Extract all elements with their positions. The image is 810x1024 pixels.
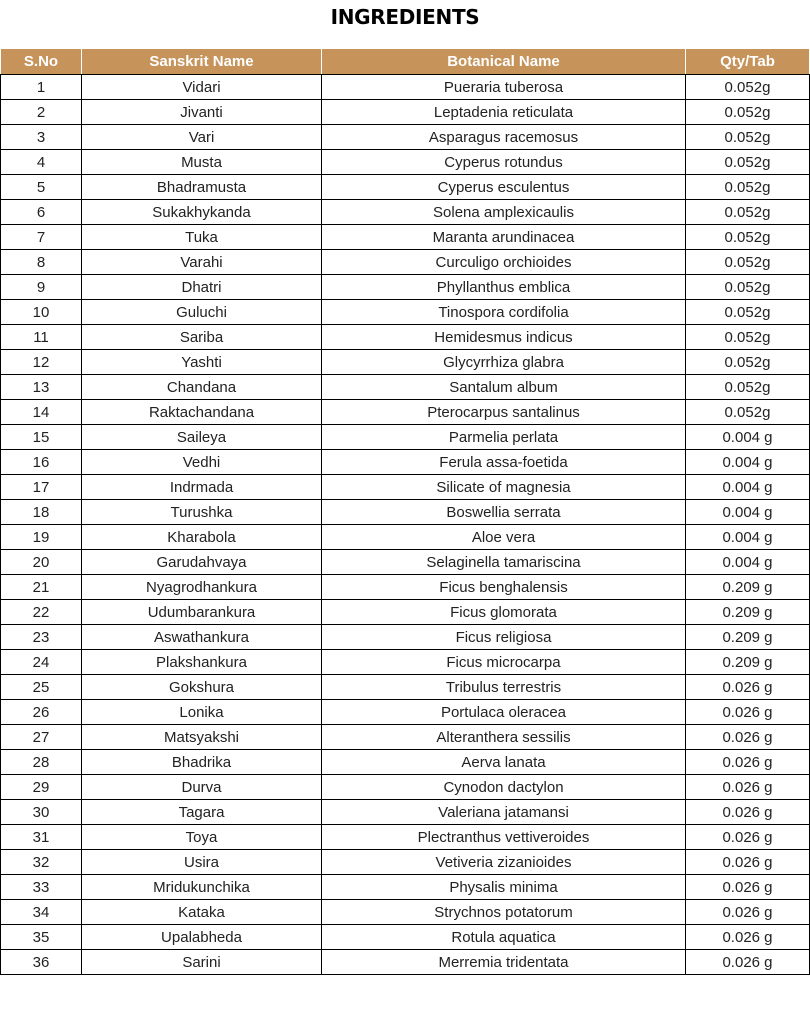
cell-botanical-name: Ferula assa-foetida [322, 450, 686, 475]
cell-sno: 7 [1, 225, 82, 250]
cell-sanskrit-name: Mridukunchika [82, 875, 322, 900]
table-row [1, 875, 810, 900]
cell-botanical-name: Maranta arundinacea [322, 225, 686, 250]
cell-sno: 23 [1, 625, 82, 650]
cell-sanskrit-name: Usira [82, 850, 322, 875]
cell-sanskrit-name: Jivanti [82, 100, 322, 125]
cell-sanskrit-name: Lonika [82, 700, 322, 725]
cell-qty-tab: 0.026 g [686, 700, 810, 725]
cell-sno: 33 [1, 875, 82, 900]
cell-botanical-name: Alteranthera sessilis [322, 725, 686, 750]
cell-sno: 25 [1, 675, 82, 700]
cell-sanskrit-name: Sukakhykanda [82, 200, 322, 225]
cell-sno: 36 [1, 950, 82, 975]
cell-sanskrit-name: Bhadramusta [82, 175, 322, 200]
cell-sanskrit-name: Tuka [82, 225, 322, 250]
cell-qty-tab: 0.209 g [686, 575, 810, 600]
cell-qty-tab: 0.004 g [686, 550, 810, 575]
cell-botanical-name: Ficus microcarpa [322, 650, 686, 675]
cell-sno: 26 [1, 700, 82, 725]
cell-qty-tab: 0.026 g [686, 925, 810, 950]
cell-botanical-name: Cyperus rotundus [322, 150, 686, 175]
table-row [1, 625, 810, 650]
cell-qty-tab: 0.004 g [686, 525, 810, 550]
cell-sanskrit-name: Nyagrodhankura [82, 575, 322, 600]
cell-sanskrit-name: Yashti [82, 350, 322, 375]
cell-sno: 8 [1, 250, 82, 275]
table-row [1, 750, 810, 775]
cell-botanical-name: Boswellia serrata [322, 500, 686, 525]
table-row [1, 300, 810, 325]
table-row [1, 425, 810, 450]
table-row [1, 650, 810, 675]
cell-sanskrit-name: Raktachandana [82, 400, 322, 425]
table-row [1, 375, 810, 400]
cell-qty-tab: 0.052g [686, 375, 810, 400]
cell-sanskrit-name: Chandana [82, 375, 322, 400]
cell-sno: 24 [1, 650, 82, 675]
table-row [1, 400, 810, 425]
cell-sno: 32 [1, 850, 82, 875]
table-row [1, 200, 810, 225]
table-row [1, 675, 810, 700]
cell-sno: 2 [1, 100, 82, 125]
table-row [1, 150, 810, 175]
cell-sanskrit-name: Guluchi [82, 300, 322, 325]
cell-botanical-name: Hemidesmus indicus [322, 325, 686, 350]
table-row [1, 725, 810, 750]
cell-sno: 35 [1, 925, 82, 950]
cell-sno: 20 [1, 550, 82, 575]
cell-botanical-name: Physalis minima [322, 875, 686, 900]
table-row [1, 925, 810, 950]
cell-sno: 5 [1, 175, 82, 200]
cell-botanical-name: Pterocarpus santalinus [322, 400, 686, 425]
cell-sanskrit-name: Turushka [82, 500, 322, 525]
cell-botanical-name: Silicate of magnesia [322, 475, 686, 500]
cell-qty-tab: 0.026 g [686, 725, 810, 750]
cell-botanical-name: Aloe vera [322, 525, 686, 550]
cell-sanskrit-name: Vari [82, 125, 322, 150]
cell-sanskrit-name: Durva [82, 775, 322, 800]
cell-qty-tab: 0.052g [686, 350, 810, 375]
cell-botanical-name: Leptadenia reticulata [322, 100, 686, 125]
cell-qty-tab: 0.026 g [686, 950, 810, 975]
cell-qty-tab: 0.026 g [686, 675, 810, 700]
cell-qty-tab: 0.026 g [686, 775, 810, 800]
cell-qty-tab: 0.026 g [686, 825, 810, 850]
cell-sno: 4 [1, 150, 82, 175]
header-sno: S.No [1, 49, 82, 75]
table-row [1, 575, 810, 600]
cell-sno: 34 [1, 900, 82, 925]
table-row [1, 525, 810, 550]
table-row [1, 450, 810, 475]
cell-botanical-name: Solena amplexicaulis [322, 200, 686, 225]
cell-sanskrit-name: Vidari [82, 75, 322, 100]
cell-sanskrit-name: Aswathankura [82, 625, 322, 650]
table-row [1, 475, 810, 500]
cell-sno: 29 [1, 775, 82, 800]
cell-qty-tab: 0.026 g [686, 750, 810, 775]
cell-botanical-name: Aerva lanata [322, 750, 686, 775]
cell-qty-tab: 0.026 g [686, 800, 810, 825]
cell-sno: 22 [1, 600, 82, 625]
cell-sno: 18 [1, 500, 82, 525]
cell-sanskrit-name: Kharabola [82, 525, 322, 550]
cell-sno: 21 [1, 575, 82, 600]
cell-qty-tab: 0.052g [686, 400, 810, 425]
cell-sanskrit-name: Varahi [82, 250, 322, 275]
cell-botanical-name: Tinospora cordifolia [322, 300, 686, 325]
cell-botanical-name: Selaginella tamariscina [322, 550, 686, 575]
cell-botanical-name: Ficus religiosa [322, 625, 686, 650]
cell-qty-tab: 0.052g [686, 175, 810, 200]
cell-sno: 13 [1, 375, 82, 400]
cell-botanical-name: Merremia tridentata [322, 950, 686, 975]
table-body [1, 75, 810, 975]
cell-qty-tab: 0.052g [686, 250, 810, 275]
table-row [1, 275, 810, 300]
header-row [1, 49, 810, 75]
cell-botanical-name: Valeriana jatamansi [322, 800, 686, 825]
ingredients-table [0, 48, 810, 975]
cell-sno: 14 [1, 400, 82, 425]
cell-botanical-name: Santalum album [322, 375, 686, 400]
cell-sanskrit-name: Matsyakshi [82, 725, 322, 750]
cell-sanskrit-name: Upalabheda [82, 925, 322, 950]
cell-botanical-name: Portulaca oleracea [322, 700, 686, 725]
cell-sno: 31 [1, 825, 82, 850]
cell-qty-tab: 0.026 g [686, 900, 810, 925]
table-row [1, 75, 810, 100]
cell-sanskrit-name: Vedhi [82, 450, 322, 475]
cell-sanskrit-name: Indrmada [82, 475, 322, 500]
header-qty-tab: Qty/Tab [686, 49, 810, 75]
cell-botanical-name: Asparagus racemosus [322, 125, 686, 150]
cell-sanskrit-name: Gokshura [82, 675, 322, 700]
cell-qty-tab: 0.052g [686, 200, 810, 225]
cell-qty-tab: 0.052g [686, 150, 810, 175]
cell-qty-tab: 0.209 g [686, 600, 810, 625]
cell-botanical-name: Strychnos potatorum [322, 900, 686, 925]
cell-sanskrit-name: Tagara [82, 800, 322, 825]
table-row [1, 850, 810, 875]
cell-botanical-name: Parmelia perlata [322, 425, 686, 450]
cell-qty-tab: 0.052g [686, 325, 810, 350]
cell-qty-tab: 0.052g [686, 125, 810, 150]
cell-botanical-name: Plectranthus vettiveroides [322, 825, 686, 850]
cell-botanical-name: Tribulus terrestris [322, 675, 686, 700]
table-row [1, 950, 810, 975]
table-row [1, 775, 810, 800]
table-row [1, 250, 810, 275]
cell-sno: 9 [1, 275, 82, 300]
cell-qty-tab: 0.052g [686, 225, 810, 250]
cell-sno: 10 [1, 300, 82, 325]
cell-sno: 19 [1, 525, 82, 550]
table-row [1, 550, 810, 575]
cell-botanical-name: Rotula aquatica [322, 925, 686, 950]
cell-sno: 30 [1, 800, 82, 825]
cell-sno: 6 [1, 200, 82, 225]
cell-qty-tab: 0.004 g [686, 500, 810, 525]
cell-sanskrit-name: Toya [82, 825, 322, 850]
cell-sno: 27 [1, 725, 82, 750]
cell-sanskrit-name: Bhadrika [82, 750, 322, 775]
cell-botanical-name: Ficus benghalensis [322, 575, 686, 600]
table-header [1, 49, 810, 75]
cell-qty-tab: 0.052g [686, 100, 810, 125]
page-title: INGREDIENTS [330, 5, 480, 29]
cell-qty-tab: 0.004 g [686, 425, 810, 450]
cell-qty-tab: 0.026 g [686, 875, 810, 900]
cell-sanskrit-name: Musta [82, 150, 322, 175]
cell-sno: 1 [1, 75, 82, 100]
table-row [1, 800, 810, 825]
cell-sanskrit-name: Dhatri [82, 275, 322, 300]
table-row [1, 125, 810, 150]
table-row [1, 325, 810, 350]
table-row [1, 900, 810, 925]
cell-sno: 3 [1, 125, 82, 150]
cell-botanical-name: Phyllanthus emblica [322, 275, 686, 300]
cell-sanskrit-name: Plakshankura [82, 650, 322, 675]
cell-sanskrit-name: Sarini [82, 950, 322, 975]
cell-sno: 28 [1, 750, 82, 775]
cell-qty-tab: 0.052g [686, 75, 810, 100]
cell-botanical-name: Cyperus esculentus [322, 175, 686, 200]
cell-botanical-name: Cynodon dactylon [322, 775, 686, 800]
cell-qty-tab: 0.052g [686, 275, 810, 300]
cell-sno: 12 [1, 350, 82, 375]
cell-botanical-name: Ficus glomorata [322, 600, 686, 625]
cell-sanskrit-name: Udumbarankura [82, 600, 322, 625]
cell-qty-tab: 0.209 g [686, 650, 810, 675]
header-sanskrit-name: Sanskrit Name [82, 49, 322, 75]
cell-qty-tab: 0.004 g [686, 450, 810, 475]
cell-botanical-name: Curculigo orchioides [322, 250, 686, 275]
table-row [1, 600, 810, 625]
table-row [1, 175, 810, 200]
cell-sno: 11 [1, 325, 82, 350]
cell-sno: 17 [1, 475, 82, 500]
table-row [1, 225, 810, 250]
cell-sanskrit-name: Garudahvaya [82, 550, 322, 575]
cell-qty-tab: 0.052g [686, 300, 810, 325]
cell-sno: 15 [1, 425, 82, 450]
table-row [1, 825, 810, 850]
cell-qty-tab: 0.209 g [686, 625, 810, 650]
table-row [1, 500, 810, 525]
cell-sanskrit-name: Saileya [82, 425, 322, 450]
cell-qty-tab: 0.026 g [686, 850, 810, 875]
table-row [1, 100, 810, 125]
cell-sanskrit-name: Sariba [82, 325, 322, 350]
cell-sanskrit-name: Kataka [82, 900, 322, 925]
table-row [1, 350, 810, 375]
cell-sno: 16 [1, 450, 82, 475]
cell-qty-tab: 0.004 g [686, 475, 810, 500]
table-row [1, 700, 810, 725]
cell-botanical-name: Vetiveria zizanioides [322, 850, 686, 875]
cell-botanical-name: Glycyrrhiza glabra [322, 350, 686, 375]
header-botanical-name: Botanical Name [322, 49, 686, 75]
cell-botanical-name: Pueraria tuberosa [322, 75, 686, 100]
